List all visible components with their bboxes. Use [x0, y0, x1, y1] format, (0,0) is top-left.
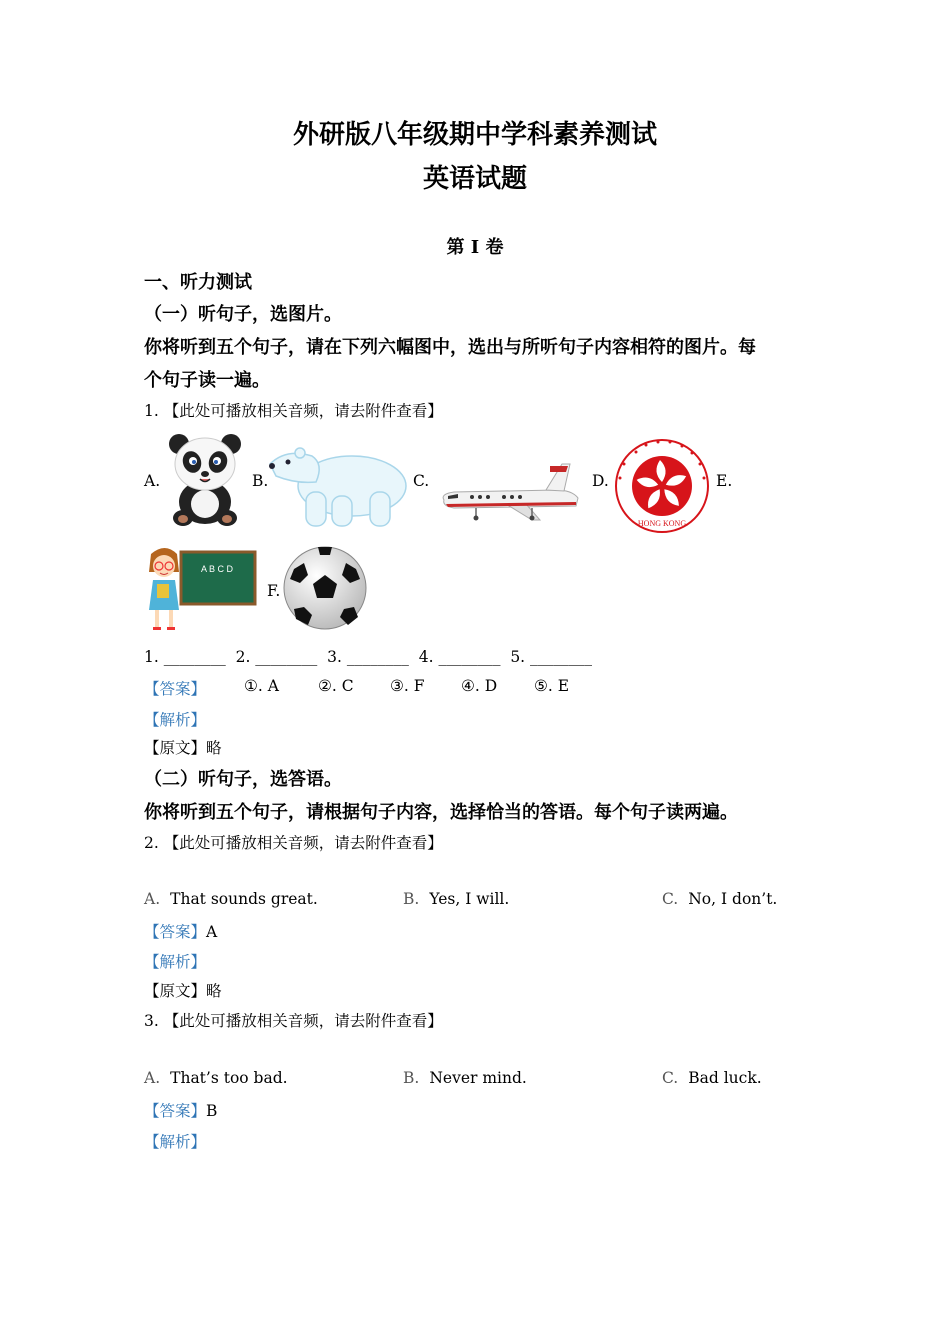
blackboard-text: A B C D	[200, 564, 234, 574]
option-text: Bad luck.	[688, 1069, 762, 1087]
original-text-row	[144, 736, 222, 758]
answer-value: A	[206, 923, 218, 941]
option-a[interactable]	[144, 1069, 288, 1087]
answer-4: ④. D	[461, 677, 498, 695]
blank-5[interactable]: 5. ________	[510, 648, 593, 666]
picture-label-f: F.	[267, 582, 281, 600]
blank-3[interactable]: 3. ________	[327, 648, 409, 666]
picture-label-a: A.	[144, 472, 161, 490]
soccer-ball-icon	[282, 545, 368, 631]
answer-row	[144, 920, 217, 942]
part1-instruction-line2: 个句子读一遍。	[144, 370, 270, 391]
blank-2[interactable]: 2. ________	[235, 648, 318, 666]
polar-bear-icon	[266, 442, 412, 530]
emblem-text: HONG KONG	[637, 519, 687, 528]
answer-tag: 【答案】	[144, 1102, 207, 1120]
picture-label-c: C.	[413, 472, 430, 490]
original-tag: 【原文】	[144, 982, 207, 1000]
hong-kong-emblem-icon	[614, 438, 710, 534]
audio-note[interactable]: 【此处可播放相关音频，请去附件查看】	[163, 402, 443, 420]
picture-label-e: E.	[716, 472, 733, 490]
part2-instruction: 你将听到五个句子，请根据句子内容，选择恰当的答语。每个句子读两遍。	[144, 802, 738, 823]
question-2	[144, 831, 443, 853]
audio-note[interactable]: 【此处可播放相关音频，请去附件查看】	[163, 834, 443, 852]
option-text: That’s too bad.	[170, 1069, 288, 1087]
answer-tag: 【答案】	[144, 680, 207, 698]
option-letter: C.	[662, 1069, 679, 1087]
section-heading: 一、听力测试	[144, 272, 252, 293]
option-c[interactable]	[662, 890, 777, 908]
option-c[interactable]	[662, 1069, 762, 1087]
answer-2: ②. C	[318, 677, 354, 695]
question-number: 2.	[144, 834, 159, 852]
question-3	[144, 1009, 443, 1031]
part2-heading: （二）听句子，选答语。	[144, 769, 342, 790]
answer-value: B	[206, 1102, 218, 1120]
original-text: 略	[206, 739, 222, 757]
volume-heading: 第 I 卷	[446, 237, 504, 258]
option-text: That sounds great.	[170, 890, 318, 908]
part1-instruction-line1: 你将听到五个句子，请在下列六幅图中，选出与所听句子内容相符的图片。每	[144, 337, 756, 358]
airplane-icon	[436, 460, 584, 532]
answer-tag: 【答案】	[144, 923, 207, 941]
picture-label-d: D.	[592, 472, 609, 490]
original-text-row	[144, 979, 222, 1001]
answer-3: ③. F	[390, 677, 425, 695]
blank-row	[144, 648, 592, 666]
answer-1: ①. A	[244, 677, 279, 695]
option-letter: C.	[662, 890, 679, 908]
original-text: 略	[206, 982, 222, 1000]
analysis-tag: 【解析】	[144, 711, 207, 729]
answer-row	[144, 1099, 217, 1121]
picture-label-b: B.	[252, 472, 269, 490]
original-tag: 【原文】	[144, 739, 207, 757]
blank-4[interactable]: 4. ________	[418, 648, 501, 666]
panda-icon	[165, 430, 245, 528]
option-b[interactable]	[403, 890, 509, 908]
question-number: 3.	[144, 1012, 159, 1030]
option-text: Never mind.	[429, 1069, 527, 1087]
option-a[interactable]	[144, 890, 318, 908]
option-text: Yes, I will.	[429, 890, 510, 908]
answer-5: ⑤. E	[534, 677, 570, 695]
option-letter: B.	[403, 890, 420, 908]
question-number: 1.	[144, 402, 159, 420]
option-text: No, I don’t.	[688, 890, 778, 908]
analysis-tag: 【解析】	[144, 953, 207, 971]
option-b[interactable]	[403, 1069, 527, 1087]
teacher-blackboard-icon	[143, 544, 257, 632]
audio-note[interactable]: 【此处可播放相关音频，请去附件查看】	[163, 1012, 443, 1030]
analysis-tag: 【解析】	[144, 1133, 207, 1151]
page-subtitle: 英语试题	[422, 164, 527, 194]
question-1	[144, 399, 443, 421]
blank-1[interactable]: 1. ________	[144, 648, 226, 666]
page-title: 外研版八年级期中学科素养测试	[292, 120, 657, 150]
option-letter: B.	[403, 1069, 420, 1087]
option-letter: A.	[144, 1069, 161, 1087]
option-letter: A.	[144, 890, 161, 908]
part1-heading: （一）听句子，选图片。	[144, 304, 342, 325]
